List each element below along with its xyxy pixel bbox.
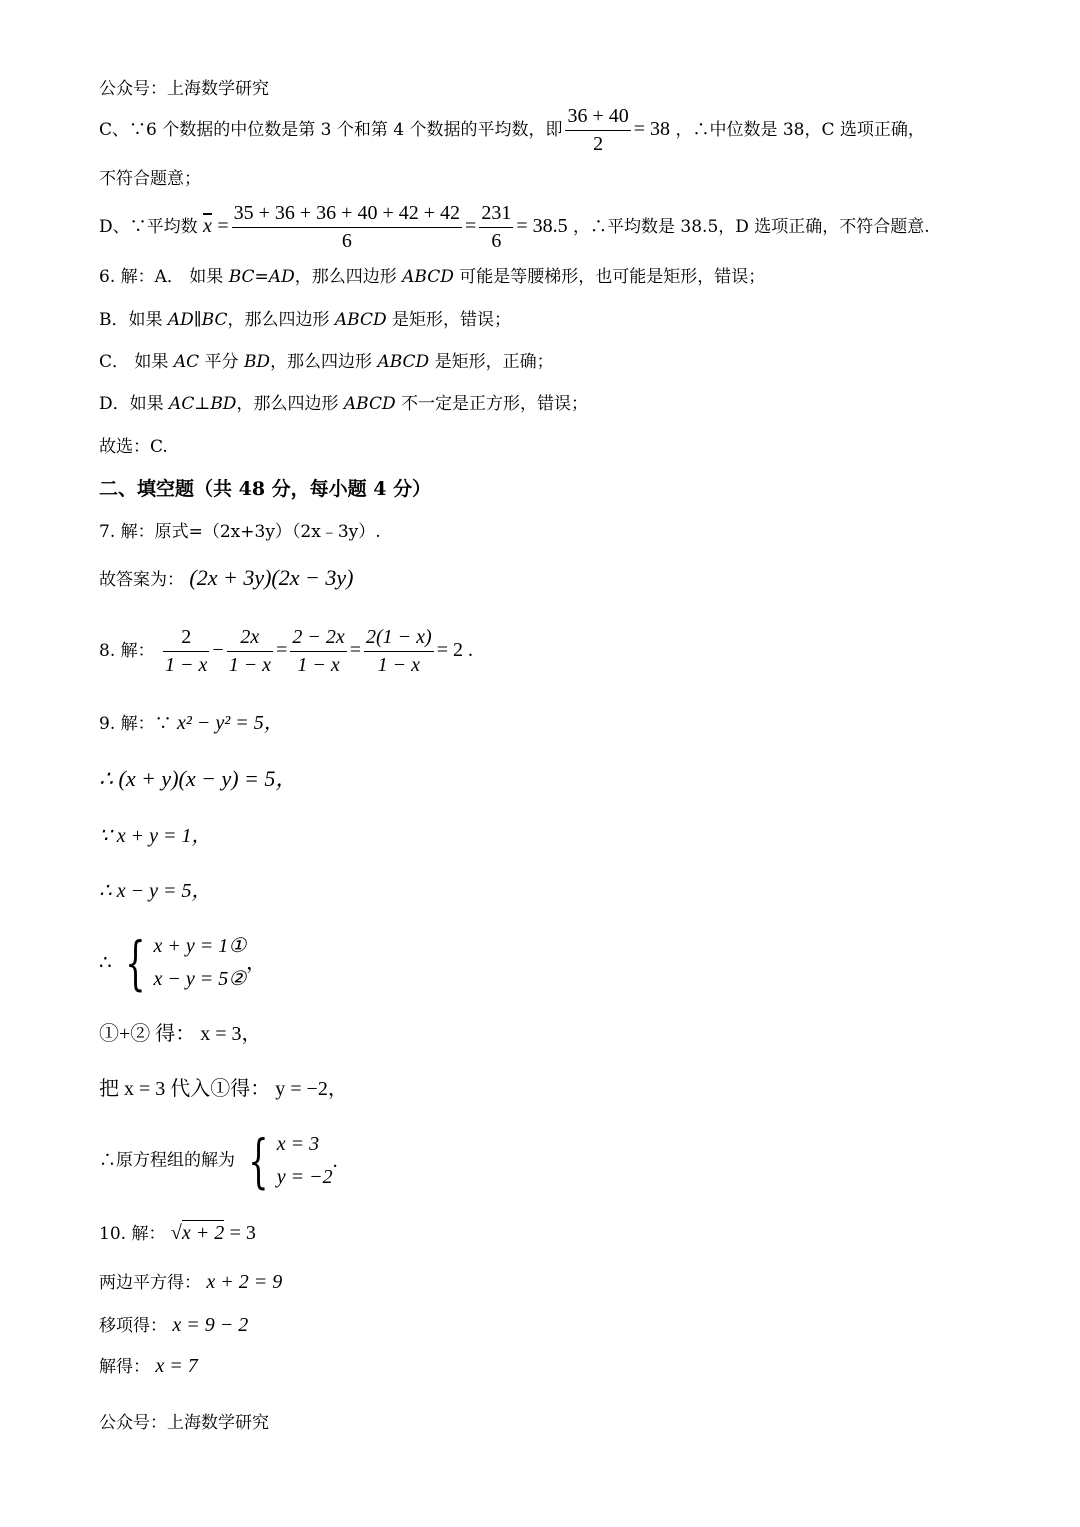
- footer-watermark: 公众号：上海数学研究: [99, 1413, 269, 1433]
- q6-a-mid: ，那么四边形: [294, 267, 403, 287]
- q7-answer-math: (2x + 3y)(2x − 3y): [189, 565, 354, 590]
- q8-label: 8. 解：: [99, 641, 155, 661]
- q10-l2-label: 两边平方得：: [99, 1273, 201, 1293]
- q9-sys2-eq-a: x = 3: [276, 1133, 320, 1155]
- q6-a-var-3: ABCD: [402, 267, 454, 287]
- q8-f1-num: 2: [163, 624, 209, 652]
- q9-line-3: ∵ x + y = 1，: [99, 825, 212, 847]
- q5-d-suffix: ，∴平均数是 38.5，D 选项正确，不符合题意.: [573, 217, 930, 237]
- q6-b-pre: B．如果: [99, 310, 168, 330]
- q8-op-minus: −: [212, 639, 224, 661]
- q10-l1-rest: = 3: [229, 1222, 256, 1244]
- q9-l8-prefix: ∴原方程组的解为: [99, 1150, 235, 1171]
- q6-d-post: 不一定是正方形，错误；: [395, 394, 588, 414]
- q9-system-1: [99, 930, 266, 996]
- q7-answer-line: [99, 566, 353, 590]
- q5-d-eq1: =: [217, 215, 229, 237]
- q6-d-var-3: ABCD: [343, 394, 396, 414]
- q5-option-c-line2: 不符合题意；: [99, 169, 201, 189]
- q6-b-var-3: ABCD: [334, 310, 387, 330]
- q5-option-d: [99, 200, 930, 255]
- q6-d-pre: D．如果: [99, 394, 170, 414]
- q6-d-var-1: AC⊥BD: [169, 394, 237, 414]
- q10-sqrt-inner: x + 2: [181, 1222, 225, 1244]
- q8-eq-2: =: [349, 639, 361, 661]
- q9-line-1: [99, 712, 284, 734]
- q9-l1-math: x² − y² = 5，: [177, 712, 284, 734]
- q6-option-b: [99, 311, 511, 330]
- q10-line-3: [99, 1314, 248, 1336]
- q5-option-c: [99, 103, 925, 158]
- q5-d-xbar: $\overline{x}$: [203, 215, 212, 237]
- q6-a-post: 可能是等腰梯形，也可能是矩形，错误；: [453, 267, 766, 287]
- q8-f1-den: 1 − x: [165, 654, 208, 676]
- q9-sys1-eq-a: x + y = 1①: [153, 935, 247, 957]
- q6-a-pre: 6. 解：A． 如果: [99, 267, 229, 287]
- q6-b-mid: ，那么四边形: [227, 310, 335, 330]
- q10-l2-math: x + 2 = 9: [206, 1271, 283, 1293]
- q8-f3-num: 2 − 2x: [290, 624, 346, 652]
- q5-d-frac1-den: 6: [341, 230, 352, 252]
- q5-c-eq: = 38: [633, 118, 671, 140]
- q7-answer-label: 故答案为：: [99, 570, 184, 590]
- q6-b-var-1: AD∥BC: [167, 310, 228, 330]
- q6-c-var-3: ABCD: [377, 352, 430, 372]
- q5-d-frac2-num: 231: [479, 200, 513, 228]
- q8-f4-den: 1 − x: [377, 654, 421, 676]
- q5-d-prefix: D、∵平均数: [99, 217, 198, 237]
- q10-line-4: [99, 1355, 198, 1377]
- q9-sys2-eq-b: y = −2: [276, 1166, 333, 1188]
- q8-fraction-4: [364, 624, 434, 679]
- q8-fraction-2: [227, 624, 273, 679]
- q6-a-var-2: AD: [268, 267, 295, 287]
- q5-c-suffix: ，∴中位数是 38，C 选项正确，: [675, 120, 925, 140]
- q10-line-1: [99, 1222, 256, 1244]
- q9-l5-suffix: ，: [246, 952, 267, 974]
- q6-b-post: 是矩形，错误；: [386, 310, 512, 330]
- q8-fraction-3: [290, 624, 346, 679]
- q6-c-pre: C． 如果: [99, 352, 174, 372]
- q10-sqrt: [171, 1220, 224, 1244]
- q6-a-eq: =: [254, 267, 269, 287]
- q5-c-prefix: C、∵6 个数据的中位数是第 3 个和第 4 个数据的平均数，即: [99, 120, 563, 140]
- q9-system-2-equations: [277, 1128, 333, 1194]
- q8-f3-den: 1 − x: [297, 654, 340, 676]
- q6-c-m1: 平分: [199, 352, 244, 372]
- section-2-heading: 二、填空题（共 48 分，每小题 4 分）: [99, 478, 432, 500]
- q9-line-6: ①+② 得： x = 3，: [99, 1023, 262, 1045]
- q5-c-frac-den: 2: [593, 133, 604, 155]
- q8-f2-den: 1 − x: [228, 654, 272, 676]
- q10-l4-math: x = 7: [155, 1355, 198, 1377]
- q9-system-2-brace: {: [248, 1127, 270, 1195]
- q6-option-a: [99, 268, 765, 287]
- q9-system-1-brace: {: [125, 929, 146, 997]
- q8-eq-1: =: [276, 639, 288, 661]
- q9-system-1-equations: [153, 930, 246, 996]
- q6-option-d: [99, 395, 588, 414]
- sqrt-radical-icon: √: [170, 1222, 182, 1244]
- q5-d-eq3: = 38.5: [516, 215, 568, 237]
- q5-c-fraction: [565, 103, 630, 158]
- q9-l1-label: 9. 解：∵: [99, 714, 172, 734]
- q10-l4-label: 解得：: [99, 1357, 150, 1377]
- q6-d-mid: ，那么四边形: [236, 394, 344, 414]
- q9-l8-suffix: .: [332, 1150, 338, 1172]
- q6-c-post: 是矩形，正确；: [429, 352, 554, 372]
- q9-sys1-eq-b: x − y = 5②: [153, 968, 247, 990]
- q5-d-fraction-1: [232, 200, 462, 255]
- q6-c-var-2: BD: [243, 352, 271, 372]
- q10-l1-label: 10. 解：: [99, 1224, 166, 1244]
- q9-line-7: 把 x = 3 代入①得： y = −2，: [99, 1078, 348, 1100]
- q9-system-2: [99, 1128, 338, 1194]
- q9-line-4: ∴ x − y = 5，: [99, 880, 212, 902]
- q10-l3-label: 移项得：: [99, 1316, 167, 1336]
- q5-c-frac-num: 36 + 40: [565, 103, 630, 131]
- q9-line-2: ∴ (x + y)(x − y) = 5，: [99, 766, 298, 791]
- q8-fraction-1: [163, 624, 209, 679]
- q8-f4-num: 2(1 − x): [364, 624, 434, 652]
- q5-d-frac2-den: 6: [491, 230, 502, 252]
- q6-a-var-1: BC: [228, 267, 255, 287]
- q5-d-frac1-num: 35 + 36 + 36 + 40 + 42 + 42: [232, 200, 462, 228]
- q6-c-mid: ，那么四边形: [270, 352, 378, 372]
- q7-line-1: 7. 解：原式=（2x+3y）（2x﹣3y）.: [99, 522, 381, 542]
- q6-answer: 故选：C.: [99, 437, 168, 457]
- q8-result: = 2 .: [436, 639, 473, 661]
- q6-c-var-1: AC: [173, 352, 200, 372]
- q6-option-c: [99, 353, 554, 372]
- header-watermark: 公众号：上海数学研究: [99, 79, 269, 99]
- q10-l3-math: x = 9 − 2: [172, 1314, 249, 1336]
- q8-f2-num: 2x: [227, 624, 273, 652]
- q9-l5-prefix: ∴: [99, 952, 112, 974]
- q8-line: [99, 624, 473, 679]
- q5-d-eq2: =: [465, 215, 477, 237]
- q5-d-fraction-2: [479, 200, 513, 255]
- q10-line-2: [99, 1271, 282, 1293]
